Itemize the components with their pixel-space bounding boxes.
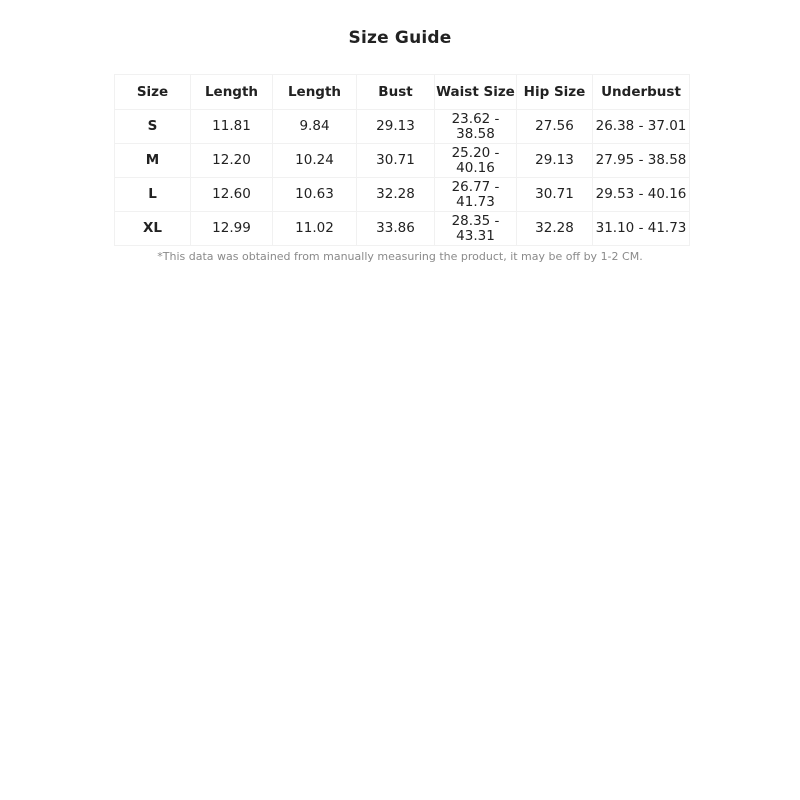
length-2-cell: 9.84 [273, 110, 357, 144]
length-cell: 12.99 [191, 212, 273, 246]
hip-cell: 30.71 [517, 178, 593, 212]
measurement-disclaimer: *This data was obtained from manually measuring the product, it may be off by 1-2 CM. [157, 250, 643, 263]
bust-cell: 33.86 [357, 212, 435, 246]
length-cell: 11.81 [191, 110, 273, 144]
bust-cell: 32.28 [357, 178, 435, 212]
page-title: Size Guide [348, 28, 452, 48]
size-cell: M [115, 144, 191, 178]
table-row [115, 178, 690, 212]
waist-cell: 23.62 - 38.58 [435, 110, 517, 144]
size-guide-table [114, 74, 690, 246]
length-2-cell: 11.02 [273, 212, 357, 246]
header-length: Length [191, 75, 273, 110]
header-size: Size [115, 75, 191, 110]
table-header-row [115, 75, 690, 110]
header-length-2: Length [273, 75, 357, 110]
length-2-cell: 10.24 [273, 144, 357, 178]
bust-cell: 29.13 [357, 110, 435, 144]
hip-cell: 29.13 [517, 144, 593, 178]
header-waist-size: Waist Size [435, 75, 517, 110]
size-cell: L [115, 178, 191, 212]
length-2-cell: 10.63 [273, 178, 357, 212]
size-cell: XL [115, 212, 191, 246]
underbust-cell: 29.53 - 40.16 [593, 178, 690, 212]
length-cell: 12.20 [191, 144, 273, 178]
header-bust: Bust [357, 75, 435, 110]
waist-cell: 28.35 - 43.31 [435, 212, 517, 246]
table-row [115, 212, 690, 246]
hip-cell: 27.56 [517, 110, 593, 144]
length-cell: 12.60 [191, 178, 273, 212]
header-hip-size: Hip Size [517, 75, 593, 110]
underbust-cell: 31.10 - 41.73 [593, 212, 690, 246]
waist-cell: 25.20 - 40.16 [435, 144, 517, 178]
header-underbust: Underbust [593, 75, 690, 110]
size-cell: S [115, 110, 191, 144]
table-row [115, 110, 690, 144]
waist-cell: 26.77 - 41.73 [435, 178, 517, 212]
underbust-cell: 27.95 - 38.58 [593, 144, 690, 178]
table-row [115, 144, 690, 178]
underbust-cell: 26.38 - 37.01 [593, 110, 690, 144]
bust-cell: 30.71 [357, 144, 435, 178]
hip-cell: 32.28 [517, 212, 593, 246]
